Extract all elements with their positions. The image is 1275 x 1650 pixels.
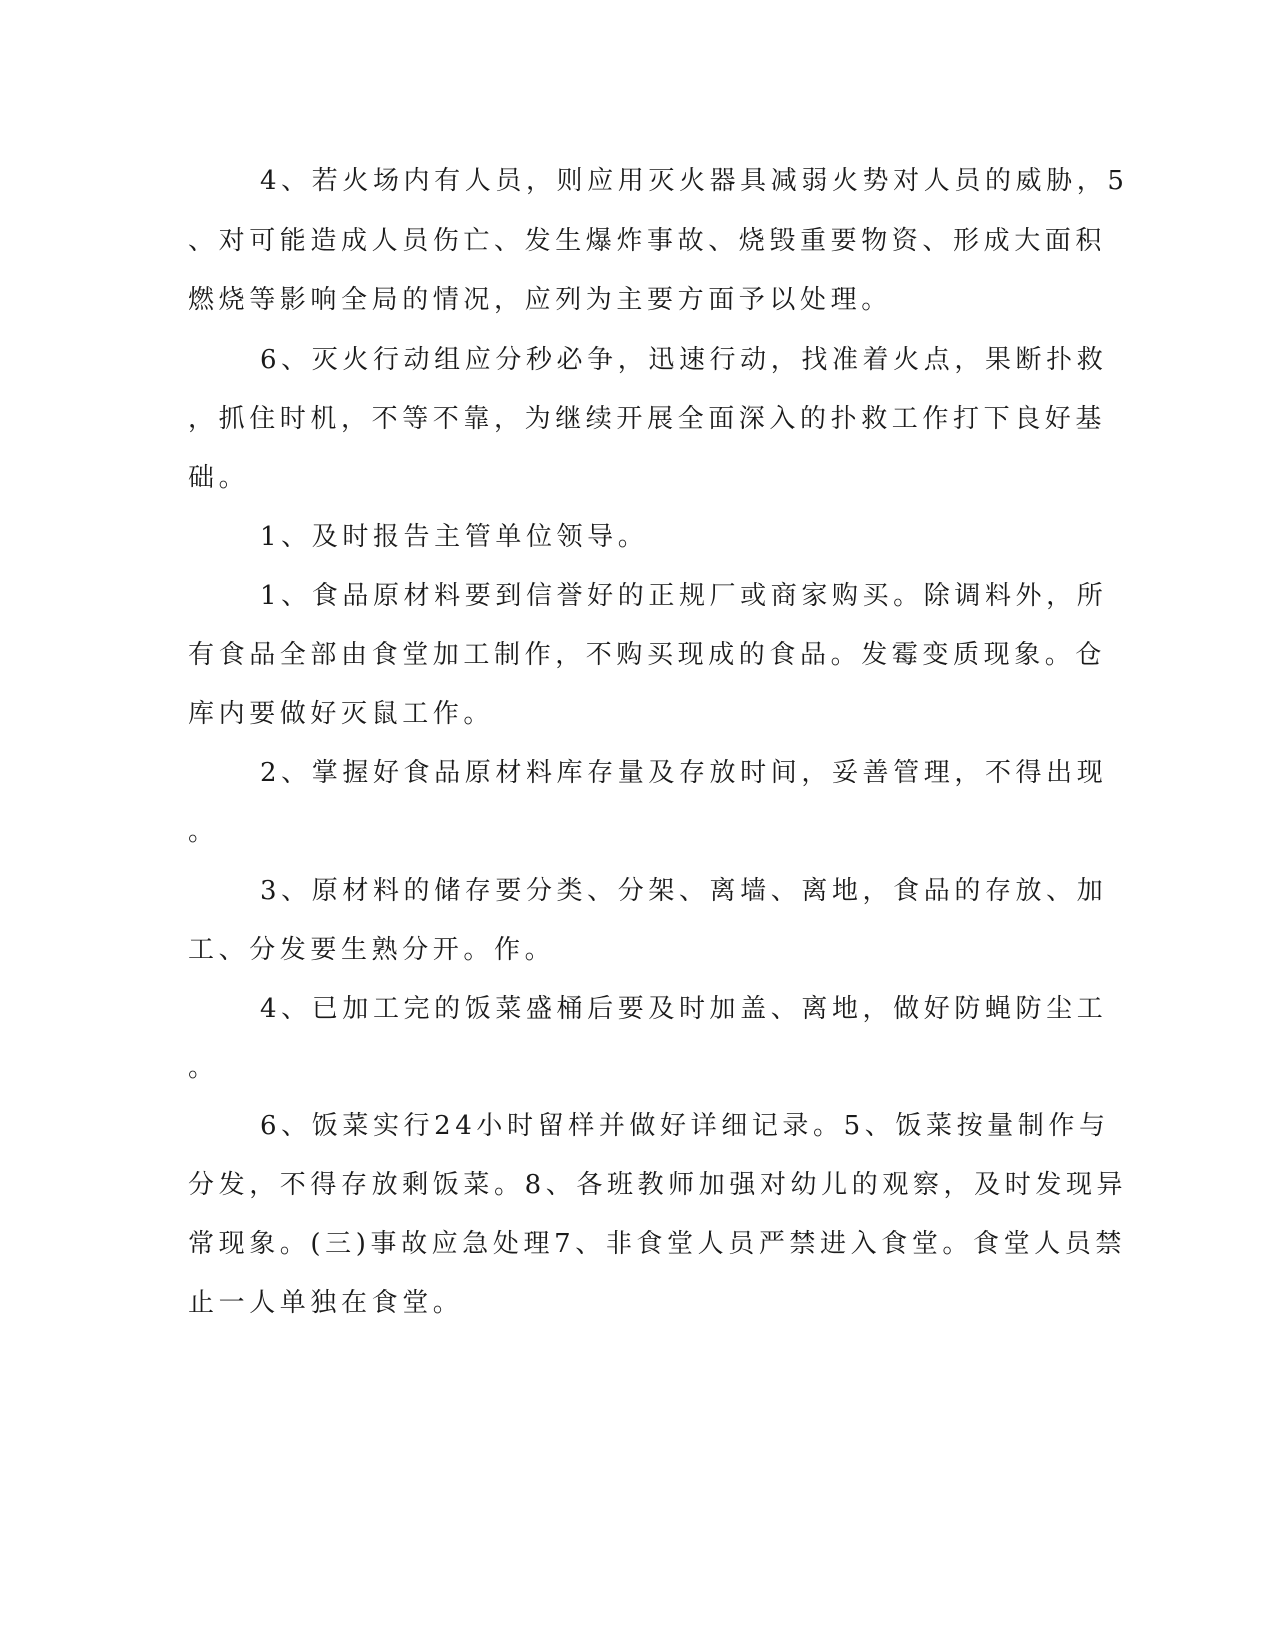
paragraph-line: 4、若火场内有人员，则应用灭火器具减弱火势对人员的威胁，5 (260, 166, 1129, 196)
paragraph-line: 3、原材料的储存要分类、分架、离墙、离地，食品的存放、加 (260, 876, 1108, 906)
paragraph-line: 常现象。(三)事故应急处理7、非食堂人员严禁进入食堂。食堂人员禁 (188, 1229, 1127, 1259)
paragraph-line: 燃烧等影响全局的情况，应列为主要方面予以处理。 (188, 285, 892, 315)
paragraph-line: 、对可能造成人员伤亡、发生爆炸事故、烧毁重要物资、形成大面积 (188, 226, 1107, 256)
paragraph-line: 4、已加工完的饭菜盛桶后要及时加盖、离地，做好防蝇防尘工 (260, 994, 1108, 1024)
paragraph-line: 2、掌握好食品原材料库存量及存放时间，妥善管理，不得出现 (260, 758, 1108, 788)
paragraph-line: 6、饭菜实行24小时留样并做好详细记录。5、饭菜按量制作与 (260, 1111, 1110, 1141)
paragraph-line: 。 (188, 1053, 219, 1083)
paragraph-line: 工、分发要生熟分开。作。 (188, 935, 556, 965)
paragraph-line: 库内要做好灭鼠工作。 (188, 699, 495, 729)
paragraph-line: 6、灭火行动组应分秒必争，迅速行动，找准着火点，果断扑救 (260, 345, 1108, 375)
paragraph-line: ，抓住时机，不等不靠，为继续开展全面深入的扑救工作打下良好基 (188, 404, 1107, 434)
paragraph-line: 1、食品原材料要到信誉好的正规厂或商家购买。除调料外，所 (260, 581, 1108, 611)
paragraph-line: 。 (188, 817, 219, 847)
paragraph-line: 础。 (188, 463, 250, 493)
paragraph-line: 分发，不得存放剩饭菜。8、各班教师加强对幼儿的观察，及时发现异 (188, 1170, 1128, 1200)
paragraph-line: 1、及时报告主管单位领导。 (260, 522, 649, 552)
paragraph-line: 有食品全部由食堂加工制作，不购买现成的食品。发霉变质现象。仓 (188, 640, 1107, 670)
paragraph-line: 止一人单独在食堂。 (188, 1288, 464, 1318)
